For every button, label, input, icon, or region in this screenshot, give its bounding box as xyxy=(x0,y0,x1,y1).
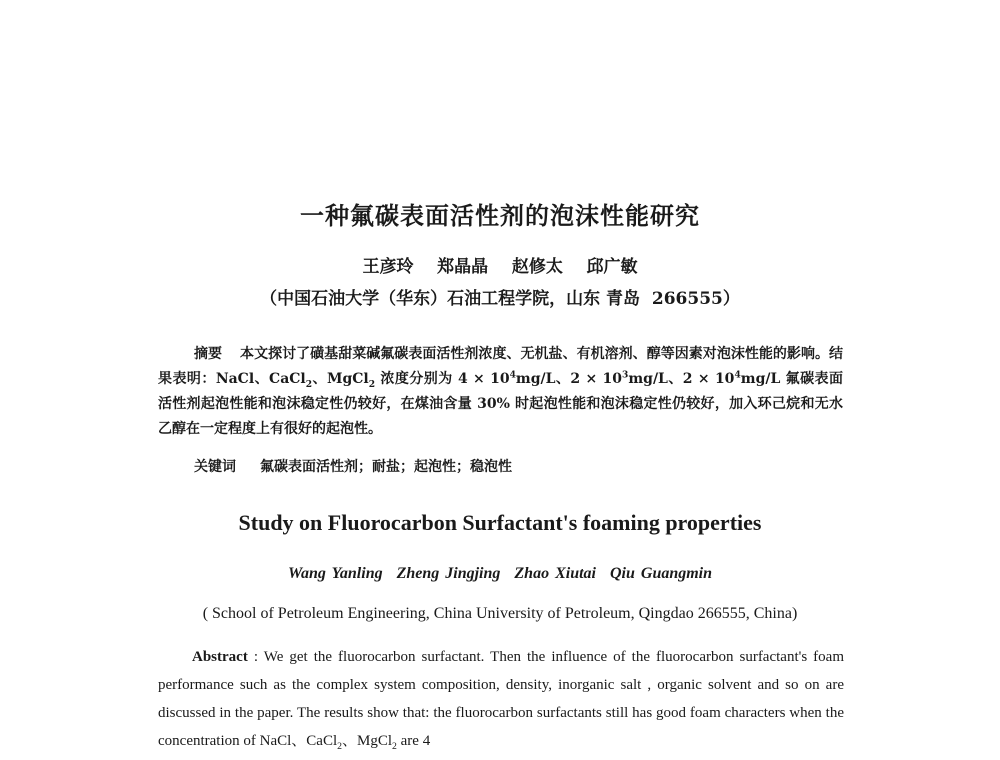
english-affiliation: ( School of Petroleum Engineering, China University of Petroleum, Qingdao 266555, China) xyxy=(202,605,798,622)
chinese-authors: 王彦玲 郑晶晶 赵修太 邱广敏 xyxy=(362,257,638,277)
chinese-abstract-text-2: 、MgCl xyxy=(312,371,369,387)
chinese-abstract-text-1: 本文探讨了磺基甜菜碱氟碳表面活性剂浓度、无机盐、有机溶剂、醇等因素对泡沫性能的影响。结果表明：NaCl、CaCl xyxy=(158,346,843,387)
english-author: Zheng Jingjing xyxy=(396,565,501,582)
chinese-abstract-sup-2: 3 xyxy=(622,369,629,381)
chinese-abstract-sup-1: 4 xyxy=(509,369,516,381)
chinese-abstract-text-6: mg/L 氟碳表面活性剂起泡性能和泡沫稳定性仍较好，在煤油含量 30% 时起泡性能和泡沫稳定性仍较好，加入环己烷和无水乙醇在一定程度上有很好的起泡性。 xyxy=(158,371,844,437)
chinese-keywords-heading: 关键词 xyxy=(194,459,236,475)
chinese-abstract-sub-1: 2 xyxy=(305,378,313,390)
chinese-abstract-heading: 摘要 xyxy=(194,346,223,362)
chinese-abstract-sub-2: 2 xyxy=(368,378,376,390)
chinese-keywords xyxy=(194,456,512,476)
chinese-abstract-sup-3: 4 xyxy=(734,369,741,381)
english-abstract-heading: Abstract xyxy=(192,649,248,665)
english-abstract-sub-1: 2 xyxy=(337,741,342,752)
english-abstract-text-3: are 4 xyxy=(396,733,431,749)
chinese-abstract-text-3: 浓度分别为 4 × 10 xyxy=(375,371,510,387)
english-author: Qiu Guangmin xyxy=(609,565,713,582)
chinese-affiliation: （中国石油大学（华东）石油工程学院，山东 青岛 266555） xyxy=(260,289,740,309)
english-title: Study on Fluorocarbon Surfactant's foaming properties xyxy=(238,510,762,535)
chinese-abstract-text-5: mg/L、2 × 10 xyxy=(628,371,735,387)
chinese-keywords-list: 氟碳表面活性剂；耐盐；起泡性；稳泡性 xyxy=(260,459,512,475)
chinese-abstract xyxy=(158,342,843,442)
english-author: Wang Yanling xyxy=(287,565,383,582)
english-authors xyxy=(0,565,1000,583)
english-abstract-text-1: : We get the fluorocarbon surfactant. Then the influence of the fluorocarbon surfactant's foam performance such as the complex system composition, density, inorganic salt , organic solvent and so on are discussed in the paper. The results show that: the fluorocarbon surfactants still has good foam characters when the concentration of NaCl、CaCl xyxy=(158,649,844,749)
english-abstract-sub-2: 2 xyxy=(392,741,397,752)
english-abstract-text-2: 、MgCl xyxy=(342,733,393,749)
english-author: Zhao Xiutai xyxy=(514,565,596,582)
english-abstract xyxy=(158,643,844,755)
chinese-title: 一种氟碳表面活性剂的泡沫性能研究 xyxy=(300,202,700,230)
chinese-abstract-text-4: mg/L、2 × 10 xyxy=(515,371,623,387)
